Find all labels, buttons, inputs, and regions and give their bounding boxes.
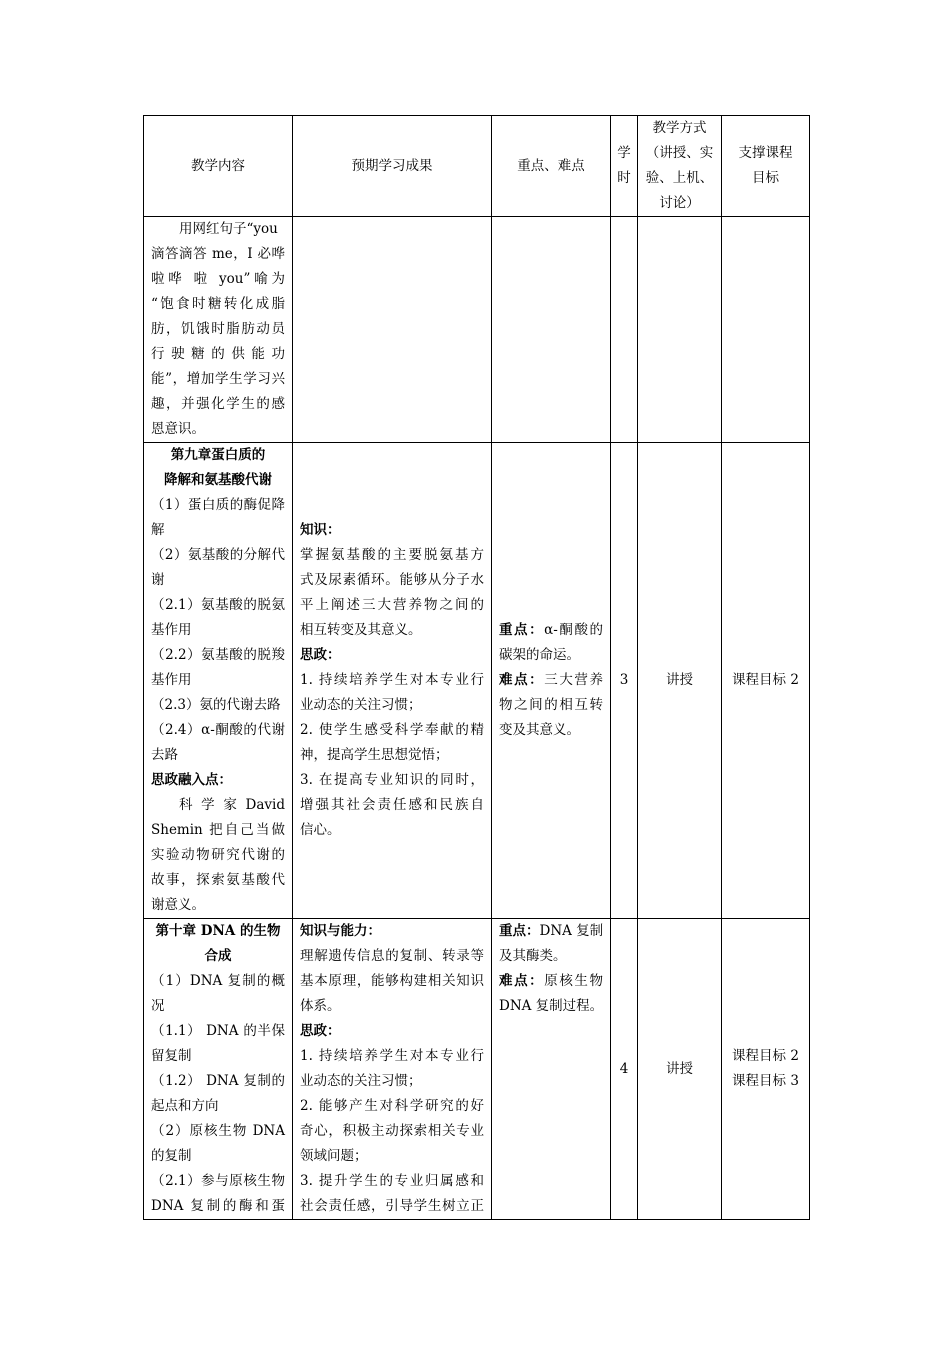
target-cell: 课程目标 2 课程目标 3	[722, 919, 810, 1220]
chapter-title: 第九章蛋白质的	[170, 447, 266, 463]
header-course-target: 支撑课程 目标	[722, 116, 810, 217]
key-label: 重点：	[499, 622, 545, 638]
key-label: 重点：	[499, 923, 540, 939]
header-teaching-content: 教学内容	[144, 116, 293, 217]
syllabus-table	[143, 115, 810, 1220]
header-learning-outcomes: 预期学习成果	[293, 116, 492, 217]
keypoints-cell: 重点：α-酮酸的 碳架的命运。 难点：三大营养 物之间的相互转 变及其意义。	[492, 443, 611, 919]
content-cell: 第九章蛋白质的 降解和氨基酸代谢 （1）蛋白质的酶促降 解 （2）氨基酸的分解代 谢 （2.1）氨基酸的脱氨 基作用 （2.2）氨基酸的脱羧 基作用 （2.3）氨的代谢去路 （2.4）α-酮酸的代谢 去路 思政融入点： 科 学 家 David Shemin 把自己当做 实验动物研究代谢的 故事，探索氨基酸代 谢意义。	[144, 443, 293, 919]
section-label: 知识：	[300, 522, 341, 538]
chapter-title: 合成	[204, 948, 232, 964]
chapter-title: 第十章 DNA 的生物	[155, 923, 281, 939]
table-row	[144, 217, 810, 443]
outcomes-cell	[293, 217, 492, 443]
table-row	[144, 443, 810, 919]
content-cell: 第十章 DNA 的生物 合成 （1）DNA 复制的概 况 （1.1） DNA 的半保 留复制 （1.2） DNA 复制的 起点和方向 （2）原核生物 DNA 的复制 （2.1）参与原核生物 DNA 复制的酶和蛋	[144, 919, 293, 1220]
content-cell: 用网红句子“you 滴答滴答 me，I 必哗 啦哗 啦 you”喻为 “饱食时糖转化成脂 肪，饥饿时脂肪动员 行 驶 糖 的 供 能 功 能”，增加学生学习兴 趣，并强化学生的感 恩意识。	[144, 217, 293, 443]
hours-cell: 3	[611, 443, 638, 919]
header-teaching-method: 教学方式 （讲授、实 验、上机、 讨论）	[638, 116, 722, 217]
difficulty-label: 难点：	[499, 672, 545, 688]
keypoints-cell: 重点：DNA 复制 及其酶类。 难点：原核生物 DNA 复制过程。	[492, 919, 611, 1220]
target-cell: 课程目标 2	[722, 443, 810, 919]
section-label: 思政：	[300, 1023, 341, 1039]
outcomes-cell: 知识与能力： 理解遗传信息的复制、转录等 基本原理，能够构建相关知识 体系。 思政： 1. 持续培养学生对本专业行 业动态的关注习惯； 2. 能够产生对科学研究的好 奇心，积极主动探索相关专业 领域问题； 3. 提升学生的专业归属感和 社会责任感，引导学生树立正	[293, 919, 492, 1220]
ideology-label: 思政融入点：	[151, 772, 232, 788]
keypoints-cell	[492, 217, 611, 443]
header-key-difficult-points: 重点、难点	[492, 116, 611, 217]
difficulty-label: 难点：	[499, 973, 545, 989]
outcomes-cell: 知识： 掌握氨基酸的主要脱氨基方 式及尿素循环。能够从分子水 平上阐述三大营养物之间的 相互转变及其意义。 思政： 1. 持续培养学生对本专业行 业动态的关注习惯； 2. 使学生感受科学奉献的精 神，提高学生思想觉悟； 3. 在提高专业知识的同时， 增强其社会责任感和民族自 信心。	[293, 443, 492, 919]
chapter-title: 降解和氨基酸代谢	[164, 472, 272, 488]
hours-cell: 4	[611, 919, 638, 1220]
section-label: 知识与能力：	[300, 923, 381, 939]
method-cell: 讲授	[638, 443, 722, 919]
hours-cell	[611, 217, 638, 443]
section-label: 思政：	[300, 647, 341, 663]
method-cell	[638, 217, 722, 443]
method-cell: 讲授	[638, 919, 722, 1220]
table-row	[144, 919, 810, 1220]
target-cell	[722, 217, 810, 443]
header-row	[144, 116, 810, 217]
header-hours: 学 时	[611, 116, 638, 217]
